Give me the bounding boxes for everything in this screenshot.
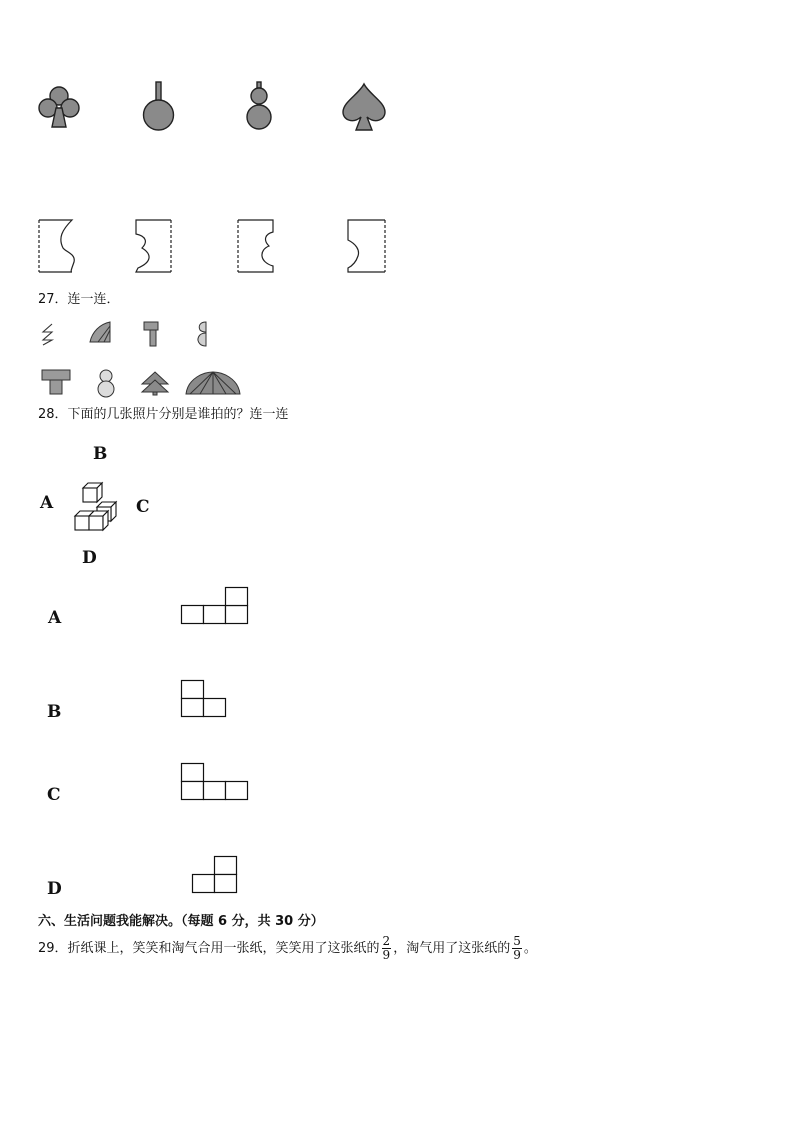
view-figure-d <box>192 856 238 894</box>
spade-shape <box>341 82 387 132</box>
question-29-suffix: 。 <box>523 941 537 956</box>
view-position-b: B <box>93 444 108 464</box>
fraction-1-numerator: 2 <box>382 934 391 948</box>
half-lollipop-shape <box>130 218 174 274</box>
fraction-2-denominator: 9 <box>513 948 521 962</box>
half-snowman-shape <box>192 320 212 348</box>
question-27-text: 27．连一连． <box>38 292 120 307</box>
option-d-label: D <box>47 879 62 899</box>
half-tree-shape <box>40 322 58 346</box>
option-c-label: C <box>47 785 61 805</box>
view-position-d: D <box>82 548 97 568</box>
section-6-title: 六、生活问题我能解决。（每题 6 分，共 30 分） <box>38 914 324 929</box>
question-29 <box>38 933 537 965</box>
view-figure-a <box>181 587 249 625</box>
snowman-shape <box>94 368 118 398</box>
club-shape <box>36 84 82 130</box>
lollipop-shape <box>140 82 178 132</box>
view-position-a: A <box>40 493 54 513</box>
tree-shape <box>140 370 170 396</box>
fraction-five-ninths <box>512 935 522 962</box>
option-b-label: B <box>47 702 62 722</box>
mushroom-shape <box>40 368 72 396</box>
fraction-2-numerator: 5 <box>513 934 521 948</box>
question-28-text: 28．下面的几张照片分别是谁拍的？连一连 <box>38 407 289 422</box>
umbrella-shape <box>184 370 242 396</box>
question-29-prefix: 29．折纸课上，笑笑和淘气合用一张纸，笑笑用了这张纸的 <box>38 941 380 956</box>
half-umbrella-shape <box>86 320 114 344</box>
option-a-label: A <box>48 608 62 628</box>
view-figure-c <box>181 763 249 801</box>
cube-stack-figure <box>72 480 120 532</box>
half-mushroom-shape <box>142 320 162 348</box>
view-position-c: C <box>136 497 150 517</box>
half-spade-shape <box>344 218 388 274</box>
half-gourd-shape <box>235 218 277 274</box>
half-club-shape <box>36 218 78 274</box>
view-figure-b <box>181 680 227 718</box>
fraction-two-ninths <box>382 935 392 962</box>
fraction-1-denominator: 9 <box>382 948 391 962</box>
gourd-shape <box>244 82 274 132</box>
question-29-middle: ，淘气用了这张纸的 <box>393 941 511 956</box>
